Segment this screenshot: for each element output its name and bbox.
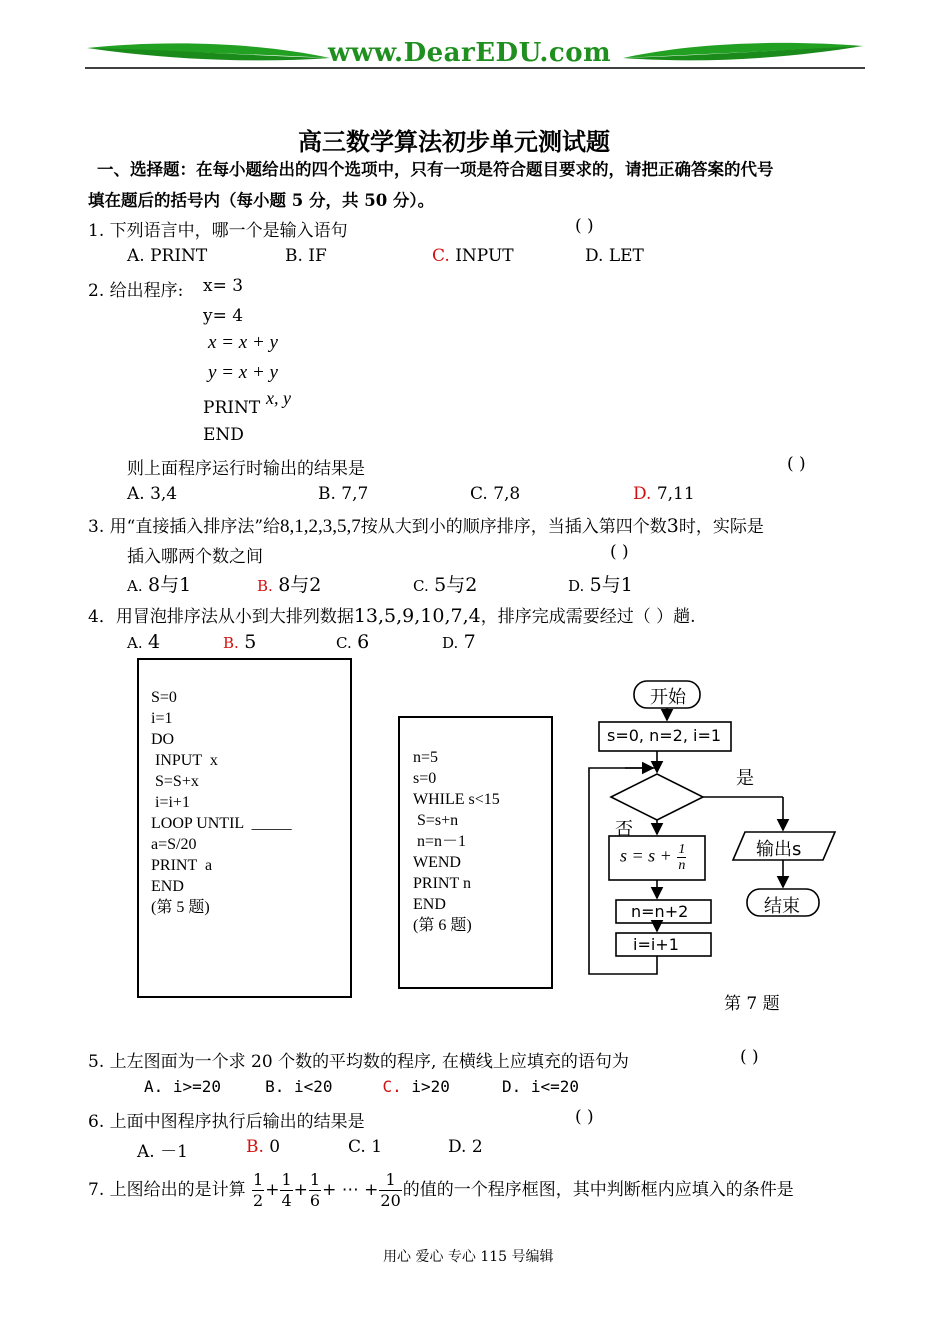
q2-option-c: C. 7,8 <box>470 484 521 504</box>
q7-stem-b: 的值的一个程序框图，其中判断框内应填入的条件是 <box>402 1180 794 1200</box>
fraction-denominator: 4 <box>281 1191 292 1210</box>
q4-line1-a: 4．用冒泡排序法从小到大排列数据 <box>88 607 354 627</box>
flow-i-step-label: i=i+1 <box>633 935 679 954</box>
q4-option-c <box>336 631 369 653</box>
q6-option-b <box>246 1137 280 1157</box>
q3-option-b <box>257 570 321 597</box>
q1-option-d: D. LET <box>585 246 644 266</box>
fraction-denominator: n <box>678 858 686 873</box>
q3-sequence: 8,1,2,3,5,7 <box>280 516 361 537</box>
flow-no-label: 否 <box>615 819 633 840</box>
q4-option-c-value: 6 <box>357 631 370 653</box>
flow-init-label: s=0, n=2, i=1 <box>607 726 722 745</box>
q3-option-a <box>127 570 191 597</box>
q4-option-d <box>442 631 476 653</box>
fraction-denominator: 20 <box>380 1191 401 1210</box>
q5-option-c-letter: C. <box>382 1077 402 1096</box>
q6-option-a: A. －1 <box>137 1142 188 1162</box>
q5-code-line: i=i+1 <box>151 794 190 811</box>
q5-stem: 5. 上左图面为一个求 20 个数的平均数的程序, 在横线上应填充的语句为 <box>88 1052 629 1072</box>
q4-option-a <box>127 631 160 653</box>
q4-option-b <box>223 631 256 653</box>
q2-code-line3: x = x + y <box>208 332 278 353</box>
q4-option-b-letter: B. <box>223 634 239 652</box>
q6-code-line: END <box>413 896 446 913</box>
q1-stem: 1. 下列语言中，哪一个是输入语句 <box>88 221 348 241</box>
q3-line1-a: 3. 用“直接插入排序法”给 <box>88 517 281 537</box>
q3-line1 <box>88 512 764 538</box>
q3-option-b-value: 8与2 <box>278 574 322 596</box>
q5-answer-paren: ( ) <box>740 1047 759 1067</box>
fraction-numerator: 1 <box>253 1170 264 1189</box>
q2-code-line2: y= 4 <box>203 306 244 326</box>
q2-option-b: B. 7,7 <box>318 484 369 504</box>
q1-option-a: A. PRINT <box>127 246 208 266</box>
q1-option-c-letter: C. <box>432 246 450 266</box>
q7-stem: 7. 上图给出的是计算 $\frac{1}{2}$ + $\frac{1}{4}$ + $\frac{1}{6}$ + ⋯ + $\frac{1}{20}$ 的值的一个程序框图，其中判断框内应填入的条件是 <box>88 1170 794 1210</box>
q5-code-line: INPUT x <box>151 752 218 769</box>
q2-option-d <box>633 484 695 504</box>
q2-stem: 2. 给出程序: <box>88 281 184 301</box>
q6-program-code <box>413 726 500 957</box>
q5-caption: (第 5 题) <box>151 899 210 916</box>
q6-option-c: C. 1 <box>348 1137 383 1157</box>
q6-code-line: WHILE s<15 <box>413 791 500 808</box>
q5-code-line: S=0 <box>151 689 177 706</box>
q4-option-d-letter: D. <box>442 634 459 652</box>
q2-code-line5-vars: x, y <box>266 388 291 408</box>
q5-code-line: DO <box>151 731 175 748</box>
q6-code-line: n=n－1 <box>413 833 467 850</box>
q5-code-line: i=1 <box>151 710 173 727</box>
q3-line1-e: 时，实际是 <box>678 517 764 537</box>
q6-option-b-letter: B. <box>246 1137 264 1157</box>
q6-code-line: WEND <box>413 854 461 871</box>
fraction-denominator: 6 <box>309 1191 321 1210</box>
q5-option-d: D. i<=20 <box>501 1077 579 1096</box>
q2-answer-paren: ( ) <box>787 454 806 474</box>
q6-code-line: n=5 <box>413 749 439 766</box>
q6-code-line: S=s+n <box>413 812 459 829</box>
q7-dots: + ⋯ + <box>322 1180 379 1200</box>
q6-caption: (第 6 题) <box>413 917 472 934</box>
q3-option-c <box>413 570 477 597</box>
q7-stem-a: 7. 上图给出的是计算 <box>88 1180 246 1200</box>
q7-fraction-3 <box>309 1170 321 1211</box>
q2-code-line6: END <box>203 425 244 445</box>
q3-option-b-letter: B. <box>257 577 273 595</box>
flow-caption: 第 7 题 <box>724 994 780 1014</box>
section-instruction-line2: 填在题后的括号内（每小题 5 分，共 50 分）。 <box>88 191 435 210</box>
decision-diamond <box>611 774 703 820</box>
q3-option-d-value: 5与1 <box>589 574 633 596</box>
fraction-numerator: 1 <box>281 1170 292 1189</box>
q2-code-line4: y = x + y <box>208 362 278 383</box>
q3-option-d <box>568 570 633 597</box>
flow-update-s-label <box>620 842 687 873</box>
q1-answer-paren: ( ) <box>575 216 594 236</box>
q2-code-line1: x= 3 <box>203 276 244 296</box>
q4-data: 13,5,9,10,7,4 <box>353 605 481 627</box>
q6-code-line: PRINT n <box>413 875 471 892</box>
q4-option-b-value: 5 <box>244 631 257 653</box>
q4-line1-c: ，排序完成需要经过（ ）趟. <box>480 607 696 627</box>
fraction-denominator: 2 <box>253 1191 264 1210</box>
q2-option-d-text: 7,11 <box>651 484 695 504</box>
q3-answer-paren: ( ) <box>610 542 629 562</box>
q5-code-line: a=S/20 <box>151 836 197 853</box>
flow-n-step-label: n=n+2 <box>631 902 689 921</box>
q6-option-b-text: 0 <box>263 1137 281 1157</box>
q2-option-d-letter: D. <box>633 484 652 504</box>
fraction-numerator: 1 <box>678 842 686 857</box>
q4-option-a-letter: A. <box>127 634 143 652</box>
q7-fraction-1 <box>252 1170 264 1211</box>
q1-option-c-text: INPUT <box>449 246 514 266</box>
q3-option-a-value: 8与1 <box>148 574 192 596</box>
q3-option-c-value: 5与2 <box>434 574 478 596</box>
q1-option-b: B. IF <box>285 246 327 266</box>
flow-update-s-fraction <box>677 842 686 873</box>
q2-option-a: A. 3,4 <box>127 484 178 504</box>
q7-fraction-4 <box>379 1170 401 1211</box>
q7-fraction-2 <box>280 1170 292 1211</box>
q5-option-c-text: i>20 <box>401 1077 450 1096</box>
q5-option-a: A. i>=20 <box>144 1077 222 1096</box>
q3-fourth-number: 3 <box>666 515 679 537</box>
q5-option-b: B. i<20 <box>265 1077 333 1096</box>
q3-option-c-letter: C. <box>413 577 429 595</box>
q2-ask: 则上面程序运行时输出的结果是 <box>127 459 365 479</box>
q3-option-d-letter: D. <box>568 577 585 595</box>
site-name: www.DearEDU.com <box>328 38 612 68</box>
q5-code-line: S=S+x <box>151 773 199 790</box>
fraction-numerator: 1 <box>379 1170 401 1191</box>
q2-code-line5-print: PRINT <box>203 398 261 418</box>
q4-option-c-letter: C. <box>336 634 352 652</box>
flow-end-label: 结束 <box>764 896 800 917</box>
q4-option-d-value: 7 <box>463 631 476 653</box>
flow-output-label: 输出s <box>756 839 802 860</box>
fraction-numerator: 1 <box>309 1170 321 1189</box>
q6-code-line: s=0 <box>413 770 437 787</box>
page-title: 高三数学算法初步单元测试题 <box>298 127 610 156</box>
q1-option-c <box>432 246 514 266</box>
section-instruction-line1: 一、选择题：在每小题给出的四个选项中，只有一项是符合题目要求的，请把正确答案的代号 <box>97 160 774 179</box>
q5-code-line: END <box>151 878 184 895</box>
q5-code-line: LOOP UNTIL _____ <box>151 815 292 832</box>
page-footer: 用心 爱心 专心 115 号编辑 <box>383 1249 554 1265</box>
flow-yes-label: 是 <box>736 768 754 789</box>
q5-options <box>144 1077 579 1096</box>
q3-line2: 插入哪两个数之间 <box>127 547 263 567</box>
q4-option-a-value: 4 <box>148 631 161 653</box>
q3-line1-c: 按从大到小的顺序排序，当插入第四个数 <box>360 517 667 537</box>
flow-start-label: 开始 <box>650 687 686 708</box>
flow-update-s-text: s = s + <box>620 845 672 866</box>
q5-program-code <box>151 666 292 939</box>
q5-code-line: PRINT a <box>151 857 213 874</box>
q6-option-d: D. 2 <box>448 1137 483 1157</box>
q6-answer-paren: ( ) <box>575 1107 594 1127</box>
q3-option-a-letter: A. <box>127 577 143 595</box>
q6-stem: 6. 上面中图程序执行后输出的结果是 <box>88 1112 365 1132</box>
q4-line1 <box>88 602 696 627</box>
